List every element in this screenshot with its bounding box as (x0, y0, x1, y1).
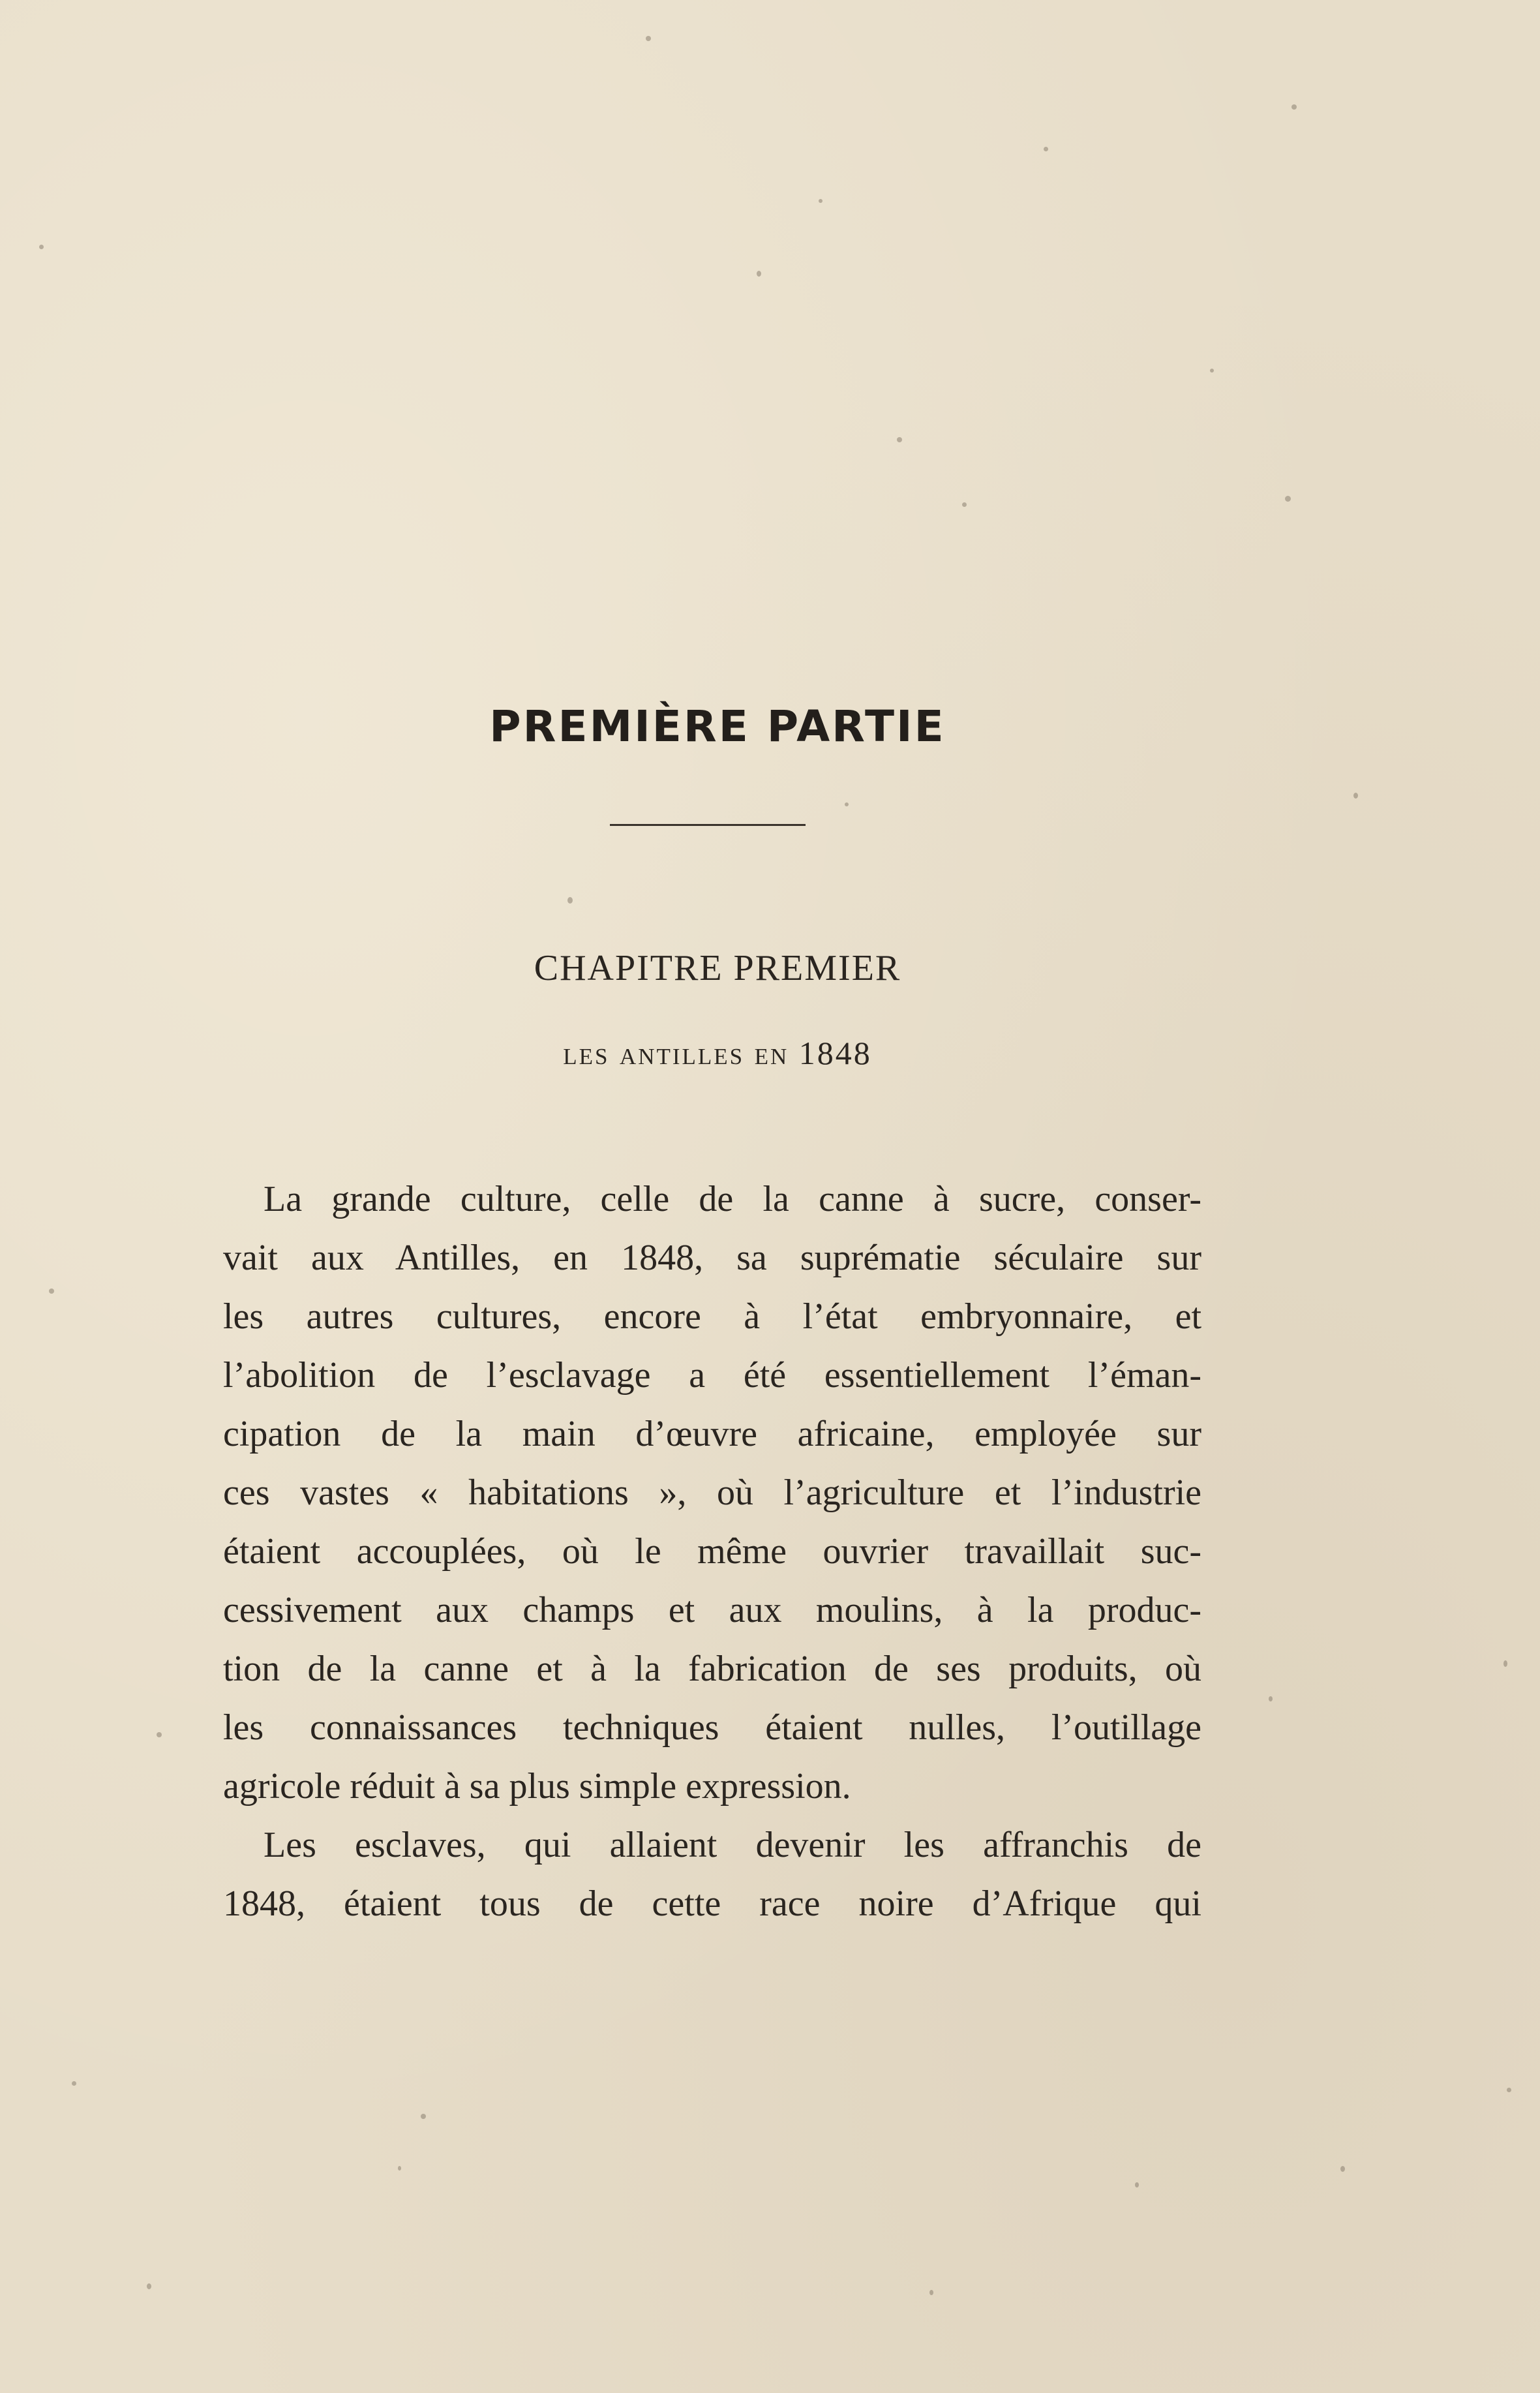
paper-speck (157, 1732, 162, 1737)
text-line: les autres cultures, encore à l’état embryonnaire, et (223, 1296, 1201, 1337)
paper-speck (49, 1288, 54, 1294)
text-line: Les esclaves, qui allaient devenir les affranchis de (264, 1825, 1201, 1865)
paper-speck (147, 2283, 151, 2289)
paper-speck (1285, 496, 1291, 502)
paper-speck (1503, 1660, 1507, 1667)
paper-speck (1353, 793, 1358, 799)
paper-speck (1291, 104, 1297, 110)
paper-speck (567, 897, 573, 904)
paper-speck (1135, 2182, 1139, 2187)
paper-speck (1210, 369, 1214, 373)
paper-speck (39, 245, 44, 249)
title-divider (610, 824, 806, 826)
text-line: vait aux Antilles, en 1848, sa suprématie séculaire sur (223, 1238, 1201, 1278)
text-line: l’abolition de l’esclavage a été essentiellement l’éman- (223, 1355, 1201, 1395)
body-text (223, 1170, 1201, 1933)
paper-speck (1269, 1696, 1273, 1701)
chapter-subtitle: les antilles en 1848 (563, 1035, 872, 1071)
part-title: PREMIÈRE PARTIE (489, 701, 946, 752)
paper-speck (398, 2166, 401, 2171)
paper-speck (1507, 2088, 1511, 2092)
text-line: cipation de la main d’œuvre africaine, employée sur (223, 1414, 1201, 1454)
text-line: cessivement aux champs et aux moulins, à la produc- (223, 1590, 1201, 1630)
text-line: tion de la canne et à la fabrication de ses produits, où (223, 1649, 1201, 1689)
paper-speck (897, 437, 902, 442)
text-line: étaient accouplées, où le même ouvrier travaillait suc- (223, 1531, 1201, 1572)
paper-speck (962, 502, 967, 507)
paper-speck (1044, 147, 1048, 151)
text-line: La grande culture, celle de la canne à sucre, conser- (264, 1179, 1201, 1219)
text-line: 1848, étaient tous de cette race noire d’Afrique qui (223, 1883, 1201, 1924)
paper-speck (845, 802, 849, 806)
paper-speck (1340, 2166, 1345, 2172)
paper-speck (421, 2114, 426, 2119)
chapter-title: CHAPITRE PREMIER (534, 948, 901, 988)
paper-speck (646, 36, 651, 41)
text-line: les connaissances techniques étaient nulles, l’outillage (223, 1707, 1201, 1748)
text-line: ces vastes « habitations », où l’agriculture et l’industrie (223, 1472, 1201, 1513)
text-line: agricole réduit à sa plus simple expression. (223, 1766, 851, 1806)
paper-speck (757, 271, 761, 277)
paper-speck (819, 199, 823, 203)
paper-speck (929, 2290, 933, 2295)
paper-speck (72, 2081, 76, 2086)
